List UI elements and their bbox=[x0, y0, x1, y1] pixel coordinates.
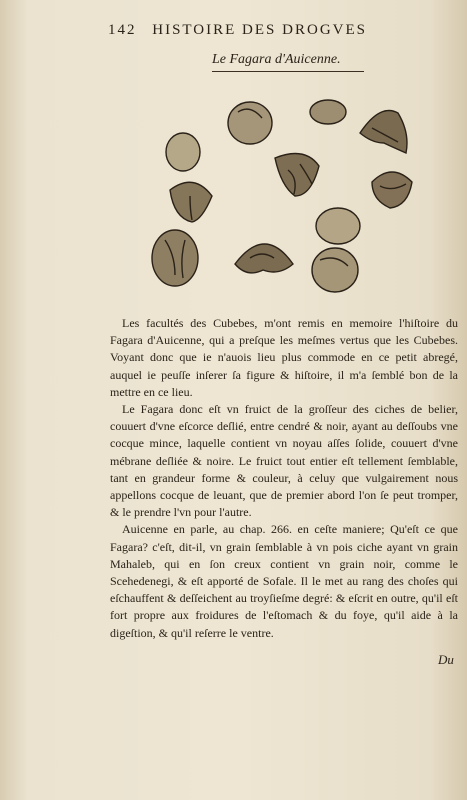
page-number: 142 bbox=[108, 22, 137, 38]
paragraph-2: Le Fagara donc eſt vn fruict de la groſſeur des ciches de belier, couuert d'vne eſcorce deſlié, entre cendré & noir, ayant au deſſoubs vne cocque mince, laquelle contient vn noyau aſſes ſolide, couuert d'vne mébrane deſliée & noire. Le fruict tout entier eſt tellement ſemblable, tant en grandeur forme & couleur, à celuy que vulgairement nous appellons cocque de leuant, que de premier abord l'on ſe peut tromper, & le prendre l'vn pour l'autre. bbox=[110, 402, 458, 520]
fruit-open-3 bbox=[372, 172, 412, 208]
fruit-whole-1 bbox=[166, 133, 200, 171]
fruit-whole-3 bbox=[310, 100, 346, 124]
paragraph-1: Les facultés des Cubebes, m'ont remis en memoire l'hiſtoire du Fagara d'Auicenne, qui a preſque les meſmes vertus que les Cubebes. Voyant donc que ie n'auois lieu plus commode en ce petit abregé, auquel ie peuſſe inſerer ſa figure & hiſtoire, il m'a ſemblé bon de la mettre en ce lieu. bbox=[110, 316, 458, 399]
running-head bbox=[108, 22, 438, 39]
fagara-fruit-illustration bbox=[140, 90, 440, 305]
paragraph-3: Auicenne en parle, au chap. 266. en ceſte maniere; Qu'eſt ce que Fagara? c'eſt, dit-il, vn grain ſemblable à vn pois ciche ayant vn grain Mahaleb, qui en ſon creux contient vn grain noir, comme le Scehedenegi, & eſt apporté de Sofale. Il le met au rang des choſes qui eſchauffent & deſſeichent au troyſieſme degré: & eſcrit en outre, qu'il eſt fort propre aux froidures de l'eſtomach & du foye, qu'il aide à la digeſtion, & qu'il reſerre le ventre. bbox=[110, 522, 458, 640]
fruit-split-1 bbox=[360, 111, 407, 154]
figure-caption: Le Fagara d'Auicenne. bbox=[212, 52, 341, 67]
caption-underline bbox=[212, 71, 364, 72]
body-text bbox=[110, 315, 458, 642]
fruit-whole-2 bbox=[228, 102, 272, 144]
page-title: HISTOIRE DES DROGVES bbox=[152, 22, 367, 38]
fruit-split-2 bbox=[235, 244, 293, 273]
catchword: Du bbox=[438, 652, 454, 667]
fruit-whole-4 bbox=[316, 208, 360, 244]
fruit-open-2 bbox=[275, 154, 319, 197]
fruit-open-4 bbox=[152, 230, 198, 286]
fruit-whole-5 bbox=[312, 248, 358, 292]
